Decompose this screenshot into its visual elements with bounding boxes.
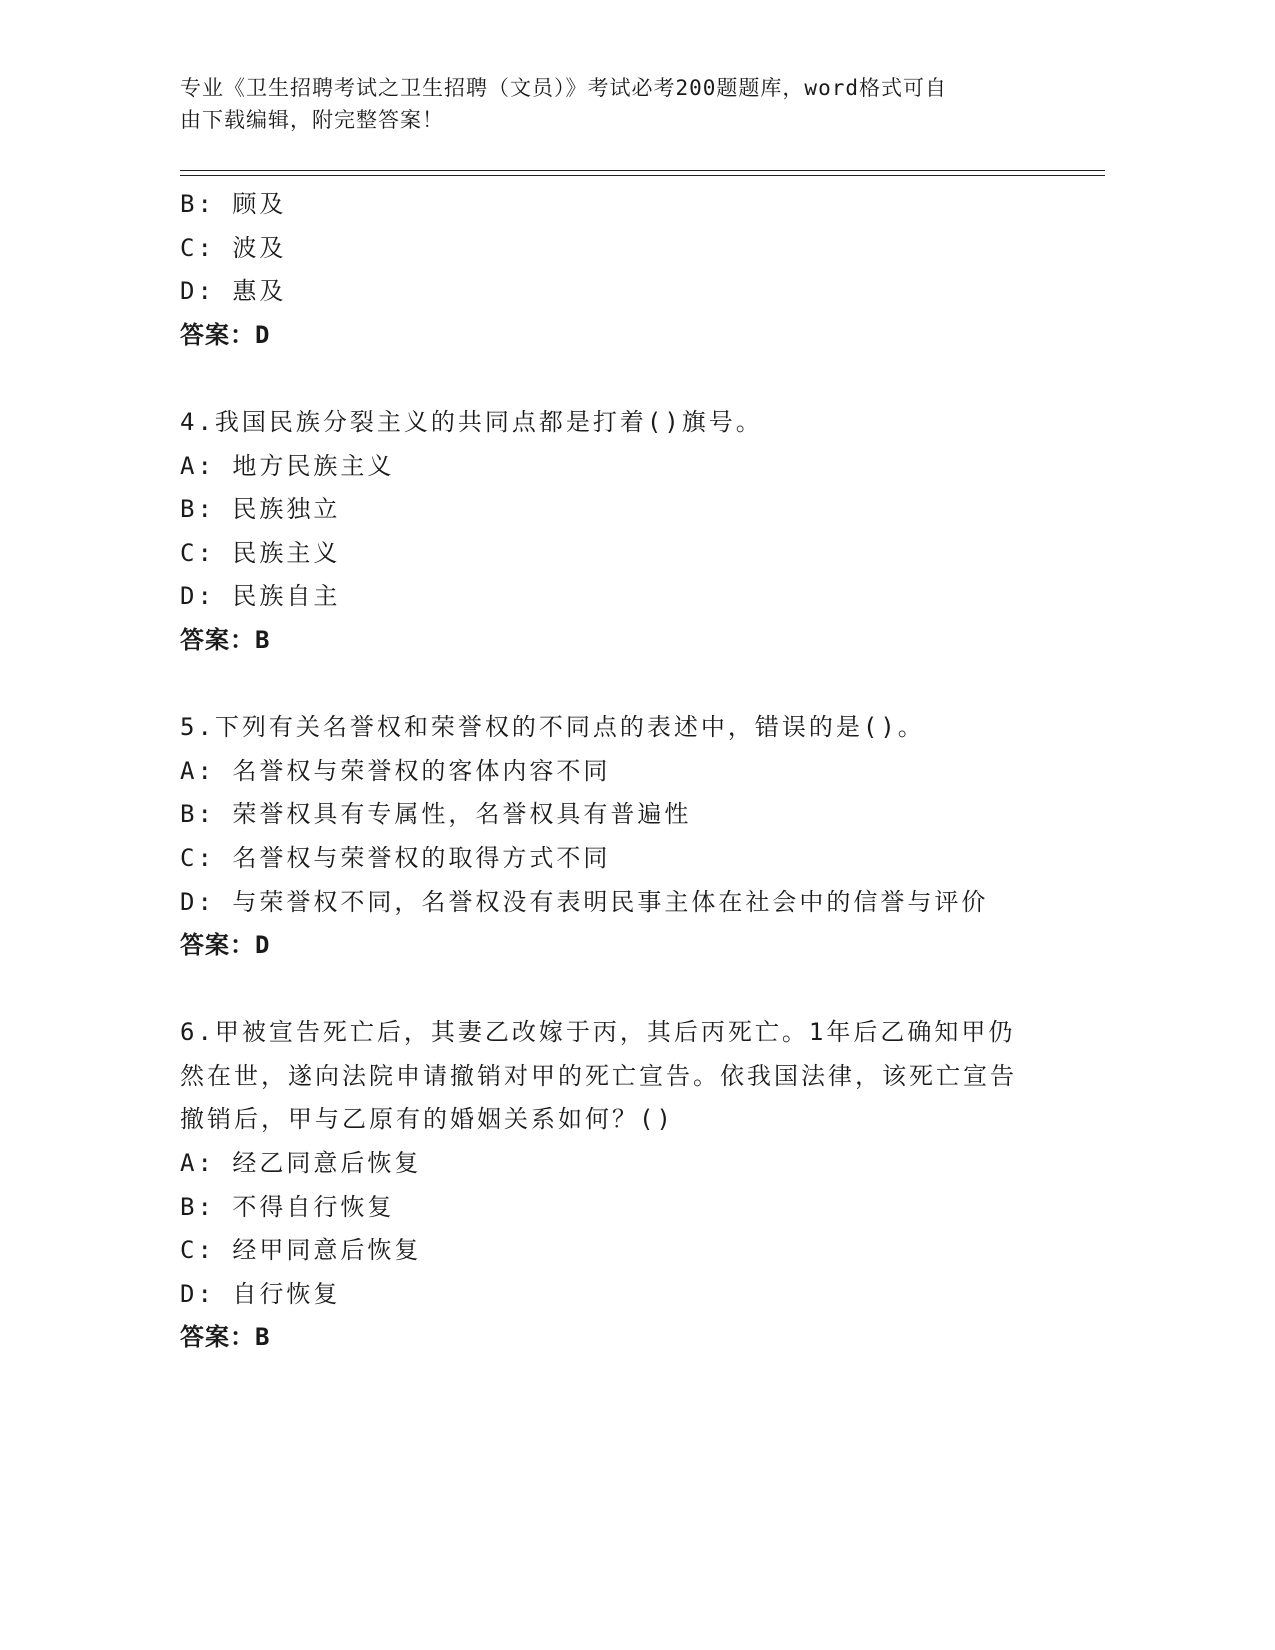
option-c: C: 波及 <box>180 233 287 262</box>
question-text: 5.下列有关名誉权和荣誉权的不同点的表述中，错误的是()。 <box>180 713 925 742</box>
option-d: D: 自行恢复 <box>180 1279 341 1308</box>
question-block-4 <box>180 401 1105 663</box>
option-b: B: 民族独立 <box>180 495 341 524</box>
option-b: B: 顾及 <box>180 190 287 218</box>
option-c: C: 经甲同意后恢复 <box>180 1236 422 1265</box>
spacer <box>180 663 1105 707</box>
option-c: C: 民族主义 <box>180 538 341 567</box>
document-header <box>180 72 1050 136</box>
question-block-3 <box>180 183 1105 357</box>
option-d: D: 与荣誉权不同，名誉权没有表明民事主体在社会中的信誉与评价 <box>180 887 989 916</box>
question-text: 6.甲被宣告死亡后，其妻乙改嫁于丙，其后丙死亡。1年后乙确知甲仍然在世，遂向法院申请撤销对甲的死亡宣告。依我国法律，该死亡宣告撤销后，甲与乙原有的婚姻关系如何？() <box>180 1018 1017 1134</box>
option-b: B: 不得自行恢复 <box>180 1192 395 1221</box>
document-content <box>180 183 1105 1360</box>
option-a: A: 地方民族主义 <box>180 451 395 480</box>
answer-line: 答案：B <box>180 1323 271 1352</box>
header-rule-top <box>180 170 1105 171</box>
question-block-6 <box>180 1011 1105 1360</box>
option-b: B: 荣誉权具有专属性，名誉权具有普遍性 <box>180 800 692 829</box>
answer-line: 答案：D <box>180 320 271 349</box>
header-line-1: 专业《卫生招聘考试之卫生招聘（文员）》考试必考200题题库，word格式可自 <box>180 76 947 100</box>
header-rule-bottom <box>180 175 1105 176</box>
question-block-5 <box>180 706 1105 968</box>
option-a: A: 名誉权与荣誉权的客体内容不同 <box>180 756 611 785</box>
header-line-2: 由下载编辑，附完整答案！ <box>180 108 444 132</box>
option-d: D: 惠及 <box>180 277 287 306</box>
answer-line: 答案：B <box>180 625 271 654</box>
option-a: A: 经乙同意后恢复 <box>180 1149 422 1178</box>
option-d: D: 民族自主 <box>180 582 341 611</box>
option-c: C: 名誉权与荣誉权的取得方式不同 <box>180 843 611 872</box>
answer-line: 答案：D <box>180 931 271 960</box>
spacer <box>180 357 1105 401</box>
spacer <box>180 968 1105 1012</box>
question-text: 4.我国民族分裂主义的共同点都是打着()旗号。 <box>180 407 763 436</box>
